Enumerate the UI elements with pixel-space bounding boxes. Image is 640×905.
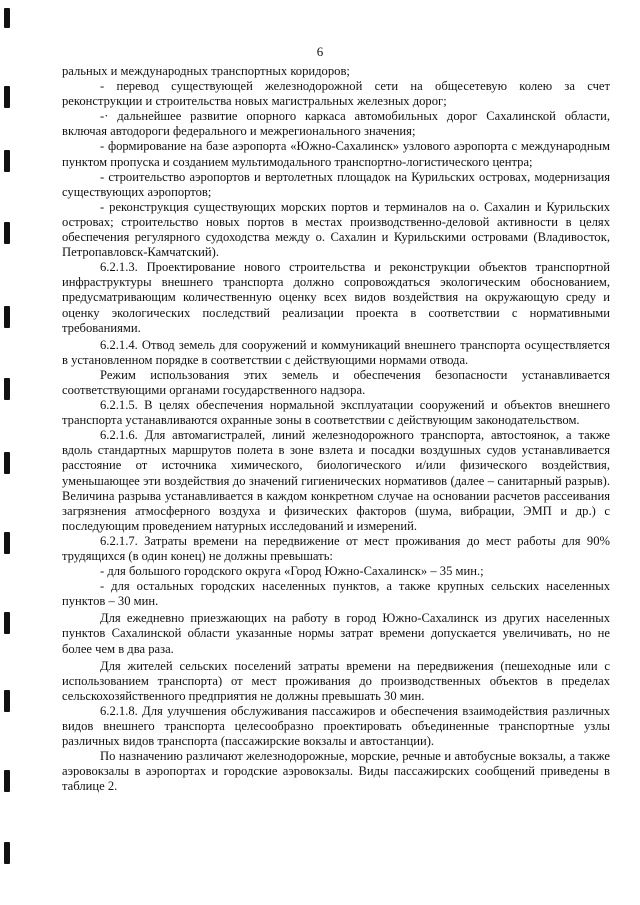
binding-hole <box>4 690 10 712</box>
list-item: -· дальнейшее развитие опорного каркаса автомобильных дорог Сахалинской области, включая автодороги федерального и межрегионального значения; <box>62 109 610 139</box>
binding-holes <box>4 0 12 905</box>
paragraph: Для жителей сельских поселений затраты времени на передвижения (пешеходные или с использованием транспорта) от мест проживания до производственных объектов в пределах сельскохозяйственного предприятия не должны превышать 30 мин. <box>62 658 610 703</box>
paragraph: 6.2.1.5. В целях обеспечения нормальной эксплуатации сооружений и объектов внешнего транспорта устанавливаются охранные зоны в соответствии с действующим законодательством. <box>62 398 610 428</box>
list-item: - строительство аэропортов и вертолетных площадок на Курильских островах, модернизация существующих аэропортов; <box>62 169 610 199</box>
list-item: - для остальных городских населенных пунктов, а также крупных сельских населенных пунктов – 30 мин. <box>62 579 610 609</box>
binding-hole <box>4 306 10 328</box>
binding-hole <box>4 842 10 864</box>
paragraph: Для ежедневно приезжающих на работу в город Южно-Сахалинск из других населенных пунктов Сахалинской области указанные нормы затрат времени допускается увеличивать, но не более чем в два раза. <box>62 611 610 656</box>
binding-hole <box>4 86 10 108</box>
paragraph: 6.2.1.7. Затраты времени на передвижение от мест проживания до мест работы для 90% трудящихся (в один конец) не должны превышать: <box>62 533 610 563</box>
paragraph: Режим использования этих земель и обеспечения безопасности устанавливается соответствующими органами государственного надзора. <box>62 367 610 397</box>
document-body <box>62 64 610 795</box>
list-item: - реконструкция существующих морских портов и терминалов на о. Сахалин и Курильских островах; строительство новых портов в местах производственно-деловой активности в целях обеспечения регулярного судоходства между о. Сахалин и Курильскими островами (Владивосток, Петропавловск-Камчатский). <box>62 199 610 260</box>
paragraph: 6.2.1.3. Проектирование нового строительства и реконструкции объектов транспортной инфраструктуры внешнего транспорта должно сопровождаться экологическим обоснованием, предусматривающим количественную оценку всех видов воздействия на окружающую среду и оценку экологических последствий реализации проекта в соответствии с нормативными требованиями. <box>62 260 610 335</box>
paragraph: 6.2.1.4. Отвод земель для сооружений и коммуникаций внешнего транспорта осуществляется в установленном порядке в соответствии с действующими нормами отвода. <box>62 337 610 367</box>
paragraph: ральных и международных транспортных коридоров; <box>62 64 350 78</box>
binding-hole <box>4 150 10 172</box>
list-item: - формирование на базе аэропорта «Южно-Сахалинск» узлового аэропорта с международным пунктом пропуска и созданием мультимодального транспортно-логистического центра; <box>62 139 610 169</box>
binding-hole <box>4 770 10 792</box>
binding-hole <box>4 378 10 400</box>
binding-hole <box>4 532 10 554</box>
page-number: 6 <box>316 44 324 59</box>
binding-hole <box>4 8 10 28</box>
paragraph: 6.2.1.8. Для улучшения обслуживания пассажиров и обеспечения взаимодействия различных видов внешнего транспорта целесообразно проектировать объединенные транспортные узлы различных видов транспорта (пассажирские вокзалы и автостанции). <box>62 703 610 749</box>
paragraph: 6.2.1.6. Для автомагистралей, линий железнодорожного транспорта, автостоянок, а также вдоль стандартных маршрутов полета в зоне взлета и посадки воздушных судов устанавливается расстояние от источника химического, биологического и/или физического воздействия, уменьшающее эти воздействия до значений гигиенических нормативов (далее – санитарный разрыв). Величина разрыва устанавливается в каждом конкретном случае на основании расчетов рассеивания загрязнения атмосферного воздуха и физических факторов (шума, вибрации, ЭМП и др.) с последующим проведением натурных исследований и измерений. <box>62 428 610 533</box>
binding-hole <box>4 222 10 244</box>
binding-hole <box>4 452 10 474</box>
paragraph: По назначению различают железнодорожные, морские, речные и автобусные вокзалы, а также аэровокзалы в аэропортах и городские аэровокзалы. Виды пассажирских сообщений приведены в таблице 2. <box>62 749 610 794</box>
list-item: - перевод существующей железнодорожной сети на общесетевую колею за счет реконструкции и строительства новых магистральных железных дорог; <box>62 79 610 109</box>
list-item: - для большого городского округа «Город Южно-Сахалинск» – 35 мин.; <box>100 564 484 579</box>
binding-hole <box>4 612 10 634</box>
